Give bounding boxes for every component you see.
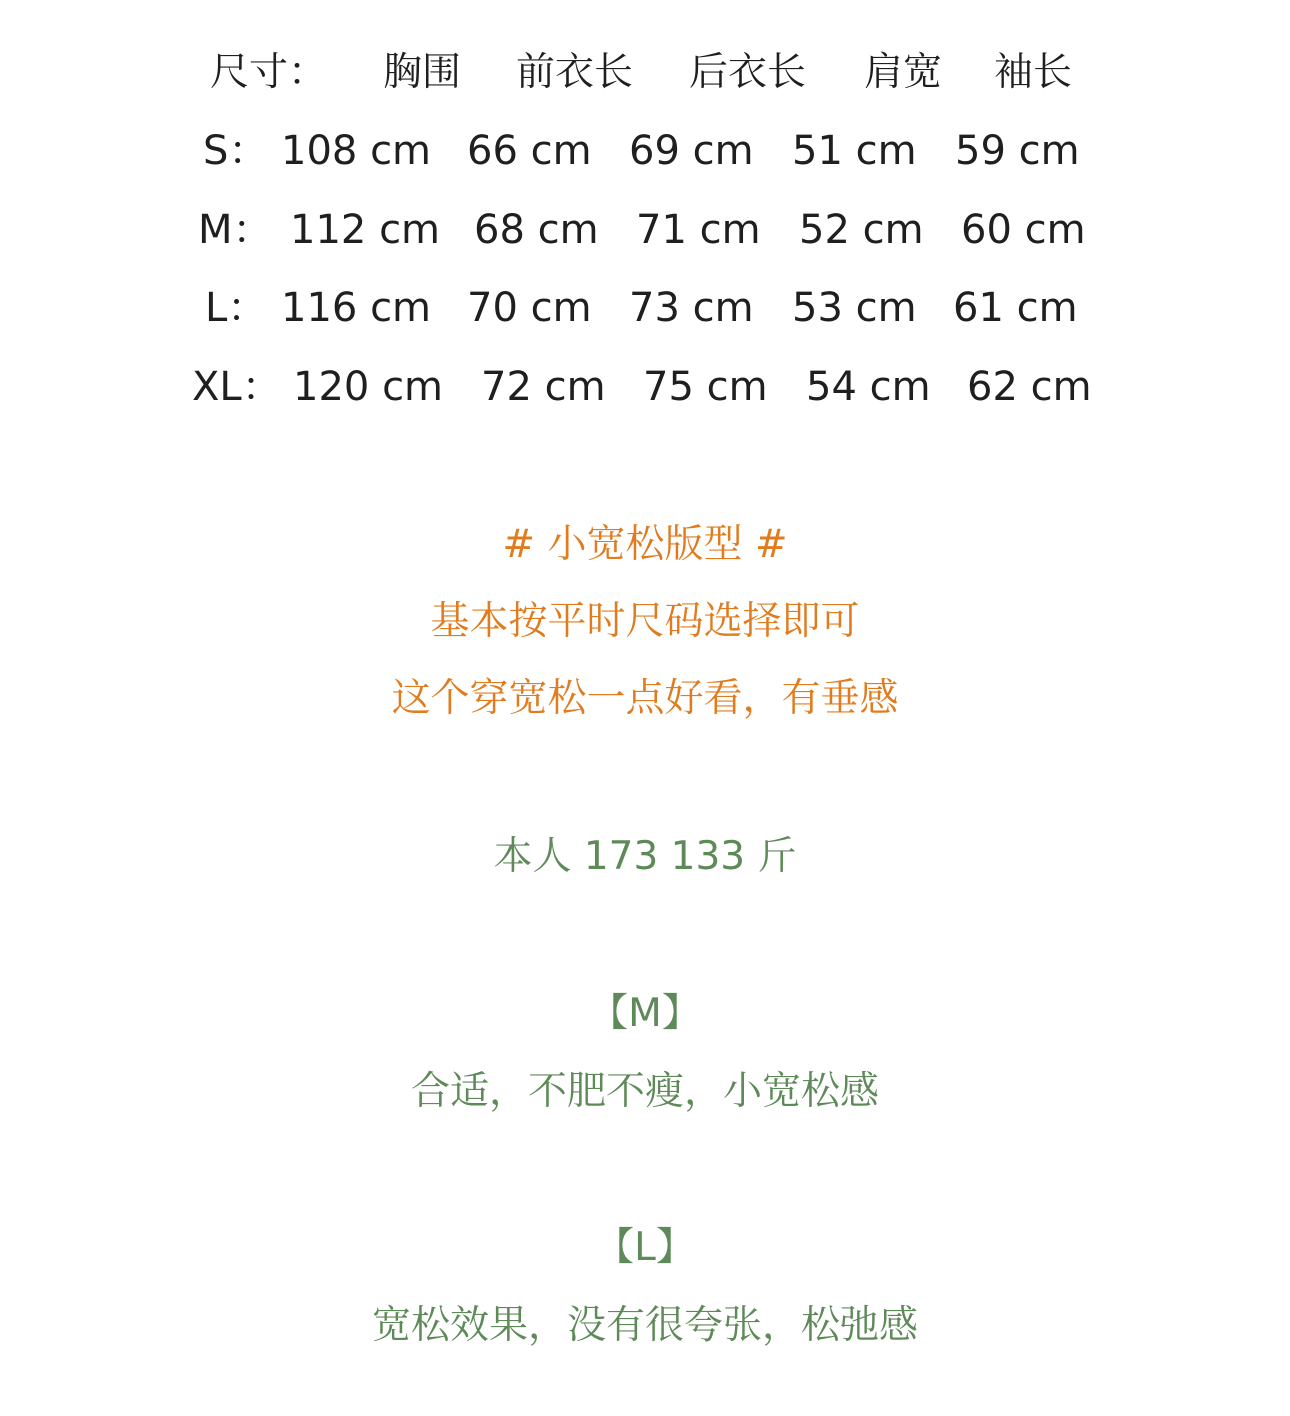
shoulder-value: 53 cm [792, 285, 917, 331]
shoulder-value: 51 cm [792, 128, 917, 174]
fit-note-title: # 小宽松版型 # [502, 522, 788, 567]
sleeve-value: 60 cm [961, 207, 1086, 253]
chest-value: 120 cm [293, 364, 444, 410]
sleeve-value: 61 cm [953, 285, 1078, 331]
size-m-label: 【M】 [589, 991, 701, 1036]
back-length-value: 75 cm [643, 364, 768, 410]
sleeve-value: 59 cm [955, 128, 1080, 174]
back-length-value: 73 cm [629, 285, 754, 331]
front-length-value: 72 cm [481, 364, 606, 410]
size-row-l [0, 278, 1290, 338]
size-table-header [0, 43, 1290, 103]
header-shoulder: 肩宽 [864, 50, 943, 95]
front-length-value: 66 cm [467, 128, 592, 174]
chest-value: 112 cm [290, 207, 441, 253]
back-length-value: 69 cm [629, 128, 754, 174]
chest-value: 116 cm [281, 285, 432, 331]
size-l-description: 宽松效果，没有很夸张，松弛感 [371, 1303, 918, 1348]
front-length-value: 68 cm [474, 207, 599, 253]
chest-value: 108 cm [281, 128, 432, 174]
size-label: S： [203, 128, 269, 174]
model-info: 本人 173 133 斤 [493, 834, 797, 879]
size-m-description: 合适，不肥不瘦，小宽松感 [410, 1069, 879, 1114]
size-label: L： [205, 285, 268, 331]
back-length-value: 71 cm [636, 207, 761, 253]
shoulder-value: 52 cm [799, 207, 924, 253]
fit-note-line-2: 这个穿宽松一点好看，有垂感 [391, 676, 899, 721]
header-chest: 胸围 [383, 50, 462, 95]
sleeve-value: 62 cm [967, 364, 1092, 410]
header-back-length: 后衣长 [689, 50, 807, 95]
size-label: M： [198, 207, 273, 253]
size-row-xl [0, 357, 1290, 417]
front-length-value: 70 cm [467, 285, 592, 331]
size-label: XL： [192, 364, 282, 410]
size-row-s [0, 121, 1290, 181]
header-front-length: 前衣长 [516, 50, 634, 95]
fit-note-line-1: 基本按平时尺码选择即可 [430, 599, 860, 644]
header-sleeve: 袖长 [994, 50, 1073, 95]
size-l-label: 【L】 [595, 1225, 695, 1270]
size-row-m [0, 200, 1290, 260]
header-size: 尺寸： [210, 50, 328, 95]
shoulder-value: 54 cm [806, 364, 931, 410]
